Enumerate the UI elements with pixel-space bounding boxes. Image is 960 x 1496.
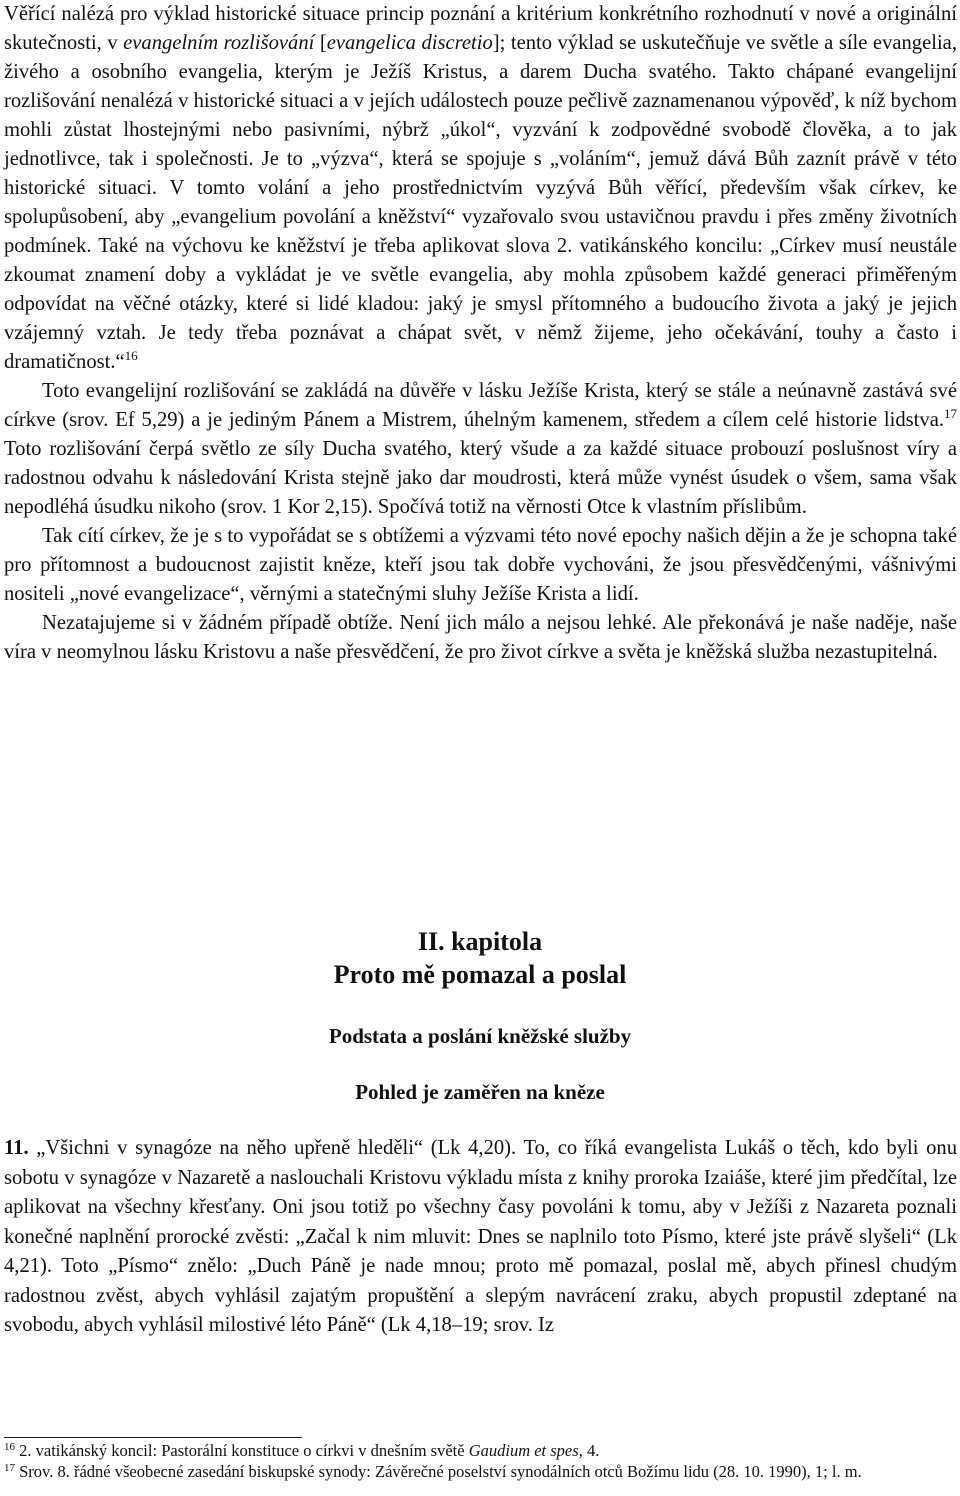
footnote-text: Srov. 8. řádné všeobecné zasedání biskupské synody: Závěrečné poselství synodálních otců Božímu lidu (28. 10. 1990), 1; l. m. bbox=[15, 1462, 862, 1481]
paragraph-1-bracket: [ bbox=[314, 32, 327, 54]
section-11-text: „Všichni v synagóze na něho upřeně hleděli“ (Lk 4,20). To, co říká evangelista Lukáš o těch, kdo byli onu sobotu v synagóze v Nazaretě a naslouchali Kristovu výkladu místa z knihy proroka Izaiáše, které jim předčítal, lze aplikovat na všechny křesťany. Oni jsou totiž po všechny časy povoláni k tomu, aby v Ježíši z Nazareta poznali konečné naplnění prorocké zvěsti: „Začal k nim mluvit: Dnes se naplnilo toto Písmo, které jste právě slyšeli“ (Lk 4,21). Toto „Písmo“ znělo: „Duch Páně je nade mnou; proto mě pomazal, poslal mě, abych přinesl chudým radostnou zvěst, abych vyhlásil zajatým propuštění a slepým navrácení zraku, abych propustil zdeptané na svobodu, abych vyhlásil milostivé léto Páně“ (Lk 4,18–19; srov. Iz bbox=[4, 1137, 957, 1336]
section-title: Pohled je zaměřen na kněze bbox=[355, 1080, 605, 1104]
footnotes bbox=[4, 1440, 957, 1482]
body-text bbox=[4, 0, 957, 667]
chapter-title: Proto mě pomazal a poslal bbox=[333, 960, 627, 989]
paragraph-2 bbox=[4, 377, 957, 522]
paragraph-2-text-rest: Toto rozlišování čerpá světlo ze síly Ducha svatého, který všude a za každé situace probouzí poslušnost víry a radostnou odvahu k následování Krista stejně jako dar moudrosti, která může vynést úsudek o všem, sama však nepodléhá úsudku nikoho (srov. 1 Kor 2,15). Spočívá totiž na věrnosti Otce k vlastním příslibům. bbox=[4, 438, 957, 518]
chapter-number: II. kapitola bbox=[417, 927, 543, 956]
footnote-divider bbox=[4, 1437, 302, 1438]
footnote-17 bbox=[4, 1461, 957, 1482]
paragraph-1-text-rest: ]; tento výklad se uskutečňuje ve světle a síle evangelia, živého a osobního evangelia, kterým je Ježíš Kristus, a darem Ducha svatého. Takto chápané evangelijní rozlišování nenalézá v historické situaci a v jejích událostech pouze pečlivě zaznamenanou výpověď, k níž bychom mohli zůstat lhostejnými nebo pasivními, nýbrž „úkol“, vyzvání k zodpovědné svobodě člověka, a to jak jednotlivce, tak i společnosti. Je to „výzva“, která se spojuje s „voláním“, jemuž dává Bůh zaznít právě v této historické situaci. V tomto volání a jeho prostřednictvím vyzývá Bůh věřící, především však církev, ke spolupůsobení, aby „evangelium povolání a kněžství“ vyzařovalo svou ustavičnou pravdu i přes změny životních podmínek. Také na výchovu ke kněžství je třeba aplikovat slova 2. vatikánského koncilu: „Církev musí neustále zkoumat znamení doby a vykládat je ve světle evangelia, aby mohla způsobem každé generaci přiměřeným odpovídat na věčné otázky, které si lidé kladou: jaký je smysl přítomného a budoucího života a jaký je jejich vzájemný vztah. Je tedy třeba poznávat a chápat svět, v němž žijeme, jeho očekávání, touhy a často i dramatičnost.“ bbox=[4, 32, 957, 373]
section-number: 11. bbox=[4, 1137, 29, 1159]
footnote-ref-16[interactable]: 16 bbox=[124, 348, 138, 363]
footnote-text: 2. vatikánský koncil: Pastorální konstituce o církvi v dnešním světě bbox=[15, 1441, 469, 1460]
chapter-subtitle: Podstata a poslání kněžské služby bbox=[328, 1024, 632, 1048]
footnote-emphasis: Gaudium et spes, bbox=[468, 1441, 583, 1460]
paragraph-1-text: Věřící nalézá pro výklad historické situace princip poznání a kritérium konkrétního rozhodnutí v nové a originální skutečnosti, v bbox=[4, 3, 957, 54]
paragraph-2-text: Toto evangelijní rozlišování se zakládá na důvěře v lásku Ježíše Krista, který se stále a neúnavně zastává své církve (srov. Ef 5,29) a je jediným Pánem a Mistrem, úhelným kamenem, středem a cílem celé historie lidstva. bbox=[4, 380, 957, 431]
paragraph-1-emphasis: evangelním rozlišování bbox=[123, 32, 315, 54]
footnote-text-end: 4. bbox=[582, 1441, 600, 1460]
footnote-number: 16 bbox=[4, 1441, 15, 1453]
section-11-paragraph bbox=[4, 1134, 957, 1341]
paragraph-3: Tak cítí církev, že je s to vypořádat se s obtížemi a výzvami této nové epochy našich dějin a že je schopna také pro přítomnost a budoucnost zajistit kněze, kteří jsou tak dobře vychováni, že jsou přesvědčenými, vášnivými nositeli „nové evangelizace“, věrnými a statečnými sluhy Ježíše Krista a lidí. bbox=[4, 525, 957, 605]
section-11 bbox=[4, 1134, 957, 1341]
footnote-ref-17[interactable]: 17 bbox=[944, 406, 957, 421]
paragraph-1 bbox=[4, 0, 957, 377]
paragraph-1-latin-term: evangelica discretio bbox=[326, 32, 493, 54]
paragraph-4: Nezatajujeme si v žádném případě obtíže. Není jich málo a nejsou lehké. Ale překonává je naše naděje, naše víra v neomylnou lásku Kristovu a naše přesvědčení, že pro život církve a světa je kněžská služba nezastupitelná. bbox=[4, 612, 957, 663]
footnote-16 bbox=[4, 1440, 957, 1461]
footnote-number: 17 bbox=[4, 1462, 15, 1474]
